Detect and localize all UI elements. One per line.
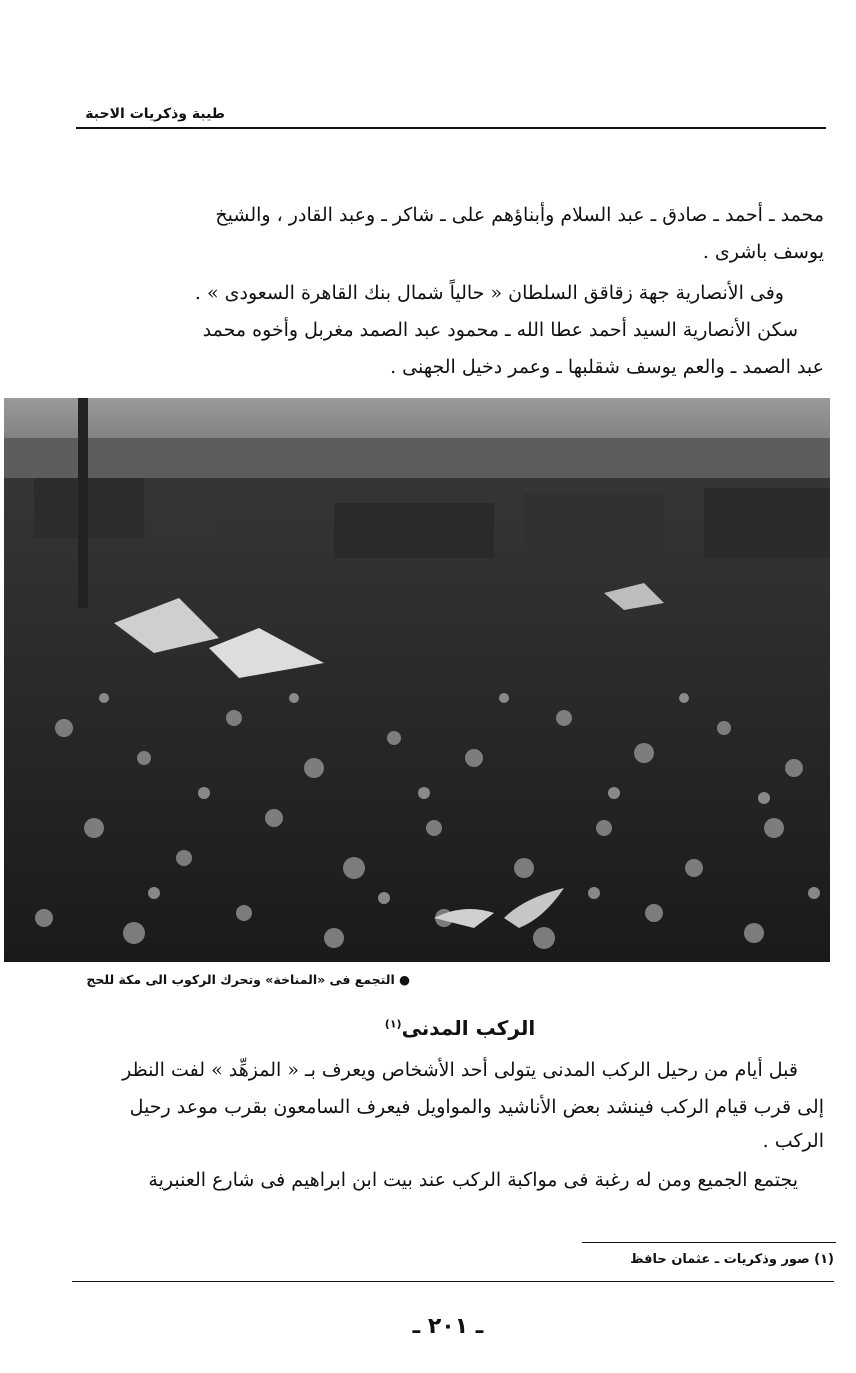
header-rule <box>76 127 826 129</box>
page-footer-rule <box>72 1281 834 1282</box>
paragraph-line: يوسف باشرى . <box>702 241 824 263</box>
section-heading-text: الركب المدنى <box>401 1016 536 1040</box>
paragraph-line: يجتمع الجميع ومن له رغبة فى مواكبة الركب عند بيت ابن ابراهيم فى شارع العنبرية <box>148 1169 798 1191</box>
paragraph-line: وفى الأنصارية جهة زقاقق السلطان « حالياً شمال بنك القاهرة السعودى » . <box>194 282 784 304</box>
footnote: (١) صور وذكريات ـ عثمان حافظ <box>630 1252 834 1267</box>
footnote-marker: (١) <box>384 1017 402 1031</box>
crowd-photo-image <box>4 398 830 962</box>
crowd-photo <box>4 398 830 962</box>
footnote-rule <box>582 1242 836 1243</box>
photo-caption: ● التجمع فى «المناخة» وتحرك الركوب الى مكة للحج <box>86 972 410 987</box>
section-heading <box>340 1016 580 1040</box>
paragraph-line: عبد الصمد ـ والعم يوسف شقلبها ـ وعمر دخيل الجهنى . <box>390 356 824 378</box>
paragraph-line: إلى قرب قيام الركب فينشد بعض الأناشيد والمواويل فيعرف السامعون بقرب موعد رحيل <box>129 1096 824 1118</box>
paragraph-line: الركب . <box>762 1130 824 1152</box>
page-number: ـ ٢٠١ ـ <box>412 1314 484 1339</box>
running-header-title: طيبة وذكريات الاحبة <box>85 106 225 122</box>
paragraph-line: قبل أيام من رحيل الركب المدنى يتولى أحد الأشخاص ويعرف بـ « المزهِّد » لفت النظر <box>122 1059 798 1081</box>
paragraph-line: سكن الأنصارية السيد أحمد عطا الله ـ محمود عبد الصمد مغربل وأخوه محمد <box>202 319 798 341</box>
paragraph-line: محمد ـ أحمد ـ صادق ـ عبد السلام وأبناؤهم على ـ شاكر ـ وعبد القادر ، والشيخ <box>215 204 824 226</box>
